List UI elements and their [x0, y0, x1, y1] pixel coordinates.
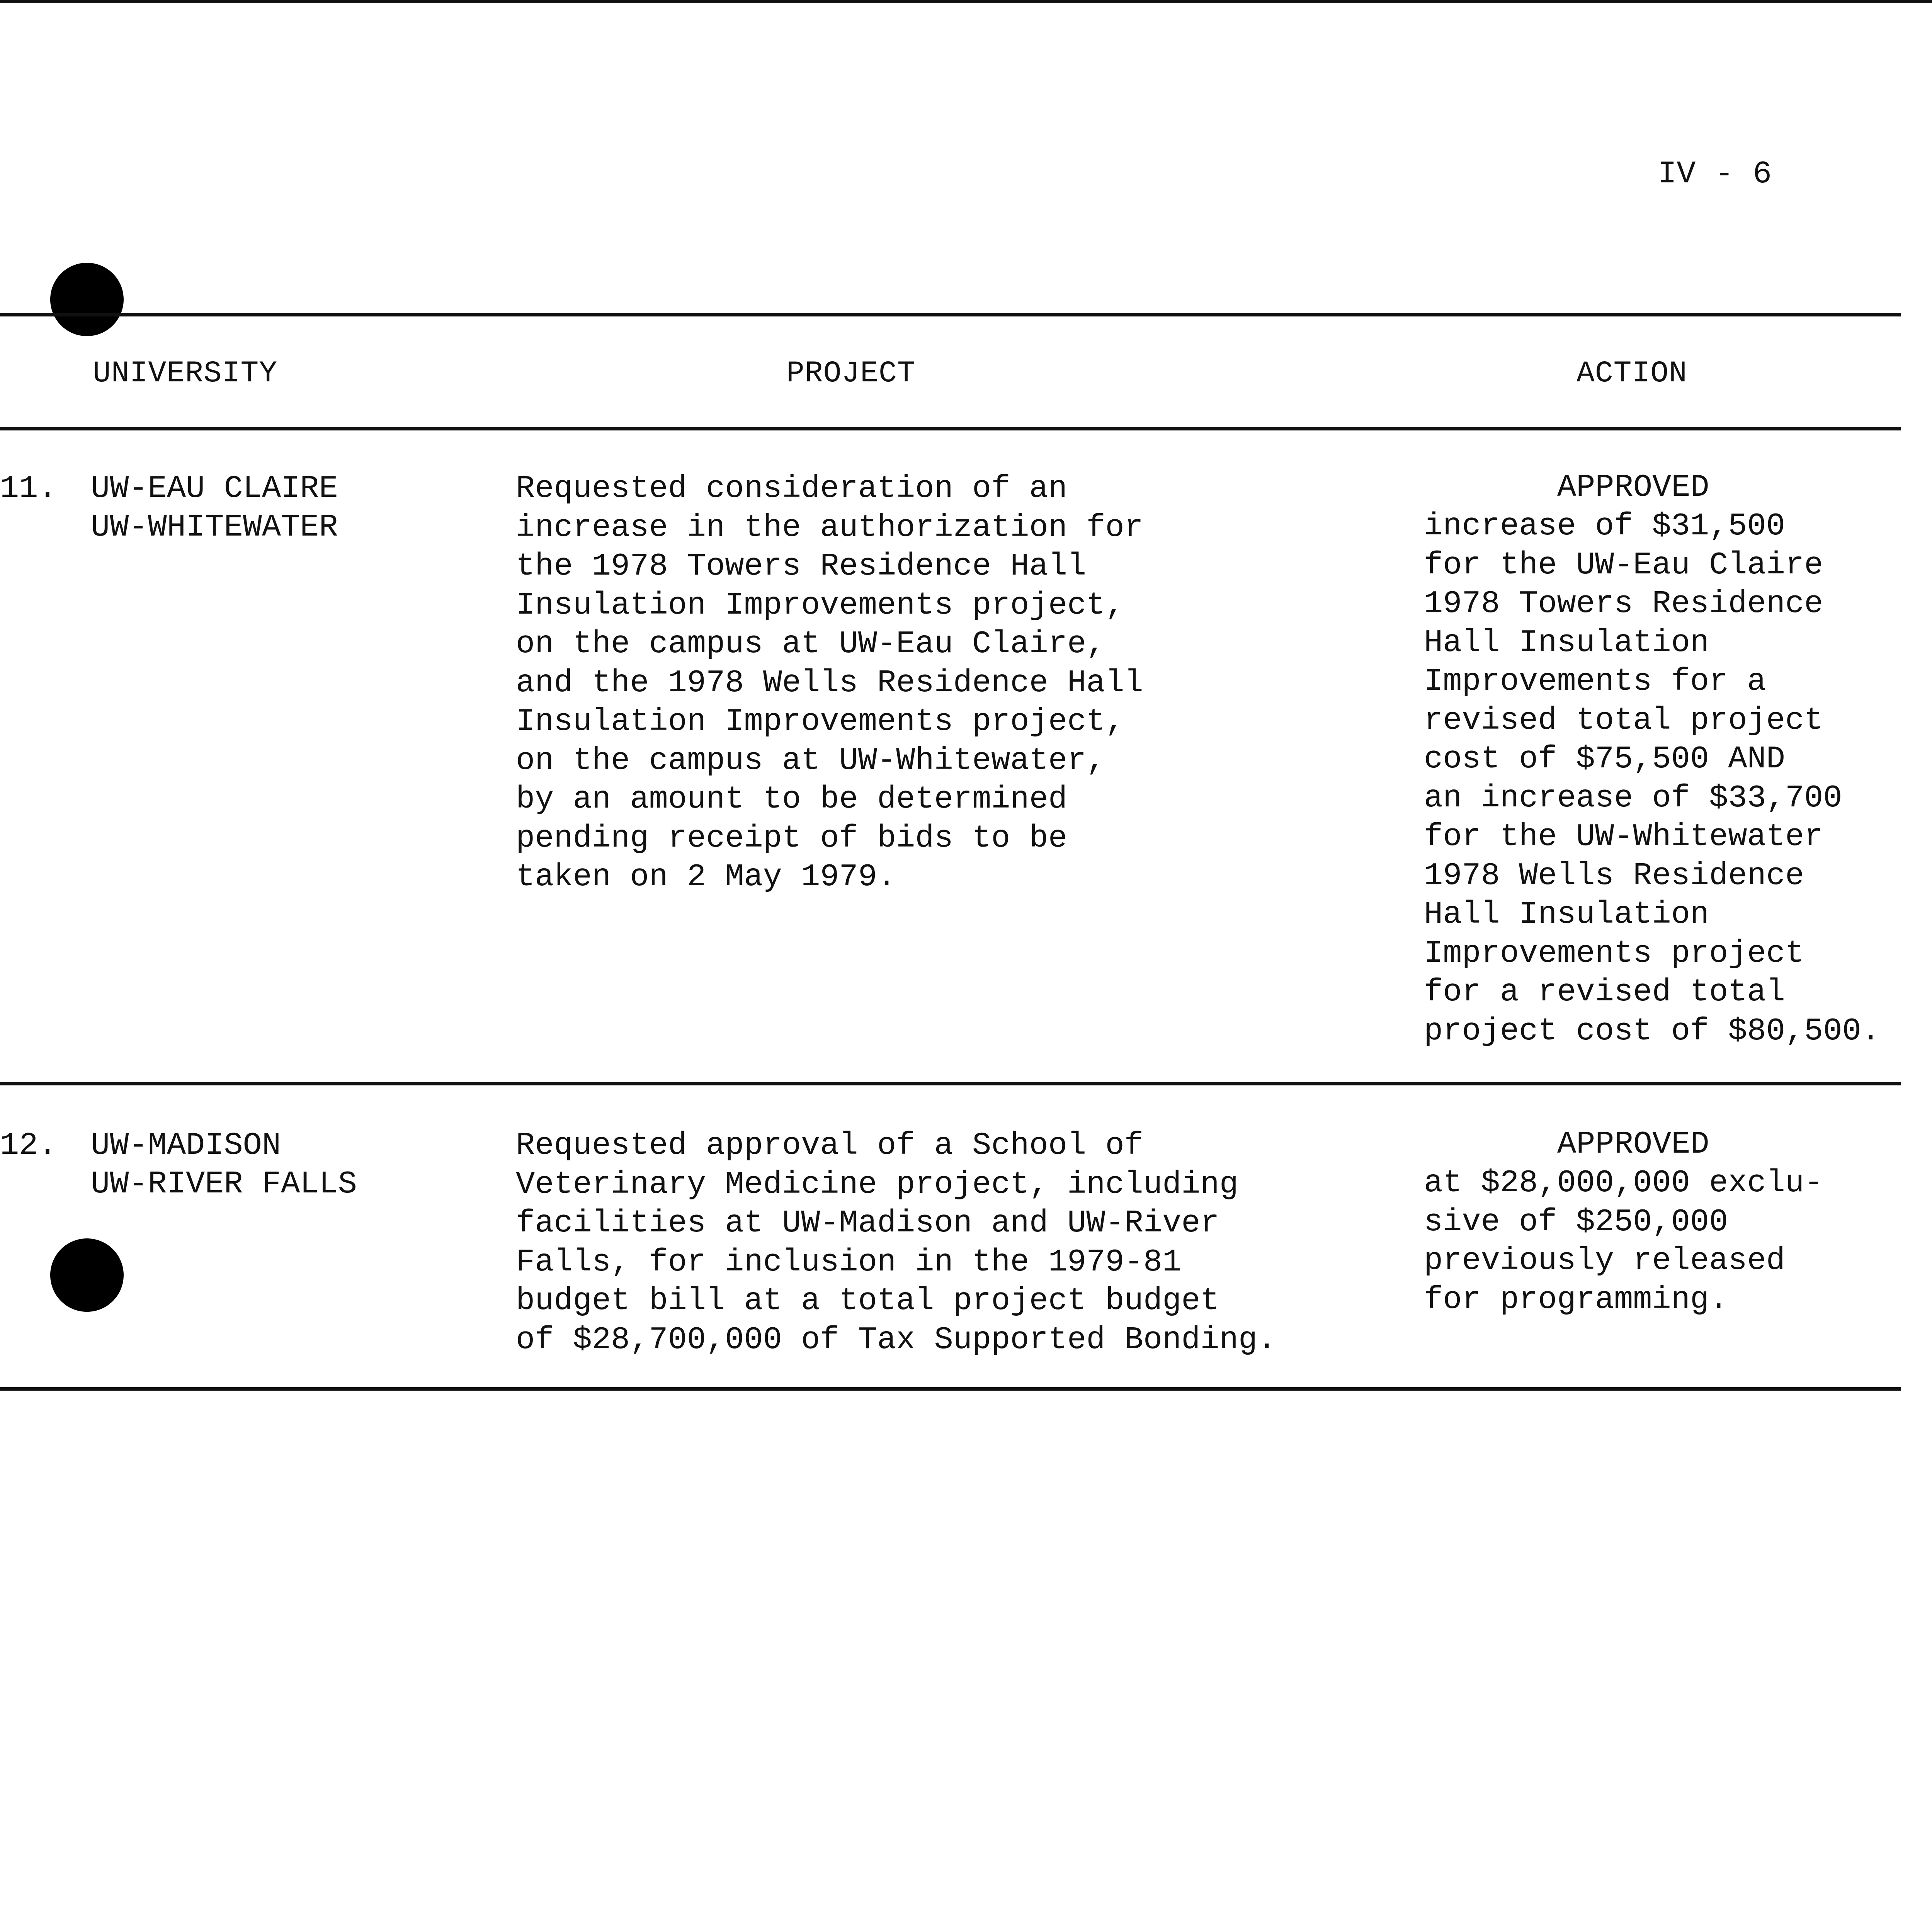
action-detail: at $28,000,000 exclu- sive of $250,000 previously released for programming. [1424, 1165, 1823, 1318]
action-status: APPROVED [1557, 1126, 1709, 1162]
table-bottom-rule [0, 1387, 1901, 1391]
header-bottom-rule [0, 427, 1901, 430]
page-number: IV - 6 [1658, 156, 1772, 192]
table-top-rule [0, 313, 1901, 316]
header-project: PROJECT [786, 357, 916, 391]
header-university: UNIVERSITY [93, 357, 278, 391]
punch-hole-middle [50, 1238, 124, 1312]
punch-hole-top [50, 263, 124, 336]
university-name: UW-RIVER FALLS [91, 1166, 357, 1202]
university-name: UW-EAU CLAIRE [91, 471, 338, 507]
university-name: UW-WHITEWATER [91, 509, 338, 545]
row-number: 11. [0, 471, 57, 507]
action-detail: increase of $31,500 for the UW-Eau Claire 1978 Towers Residence Hall Insulation Improvements for a revised total project cost of $75,500 AND an increase of $33,700 for the UW-Whitewater 1978 Wells Residence Hall Insulation Improvements project for a revised total project cost of $80,500. [1424, 508, 1880, 1049]
project-description: Requested consideration of an increase in the authorization for the 1978 Towers Residence Hall Insulation Improvements project, on the campus at UW-Eau Claire, and the 1978 Wells Residence Hall Insulation Improvements project, on the campus at UW-Whitewater, by an amount to be determined pending receipt of bids to be taken on 2 May 1979. [516, 471, 1143, 895]
row-divider [0, 1082, 1901, 1085]
row-number: 12. [0, 1128, 57, 1163]
header-action: ACTION [1577, 357, 1687, 391]
project-description: Requested approval of a School of Veterinary Medicine project, including facilities at UW-Madison and UW-River Falls, for inclusion in the 1979-81 budget bill at a total project budget of $28,700,000 of Tax Supported Bonding. [516, 1128, 1277, 1358]
university-name: UW-MADISON [91, 1128, 281, 1163]
action-status: APPROVED [1557, 469, 1709, 505]
